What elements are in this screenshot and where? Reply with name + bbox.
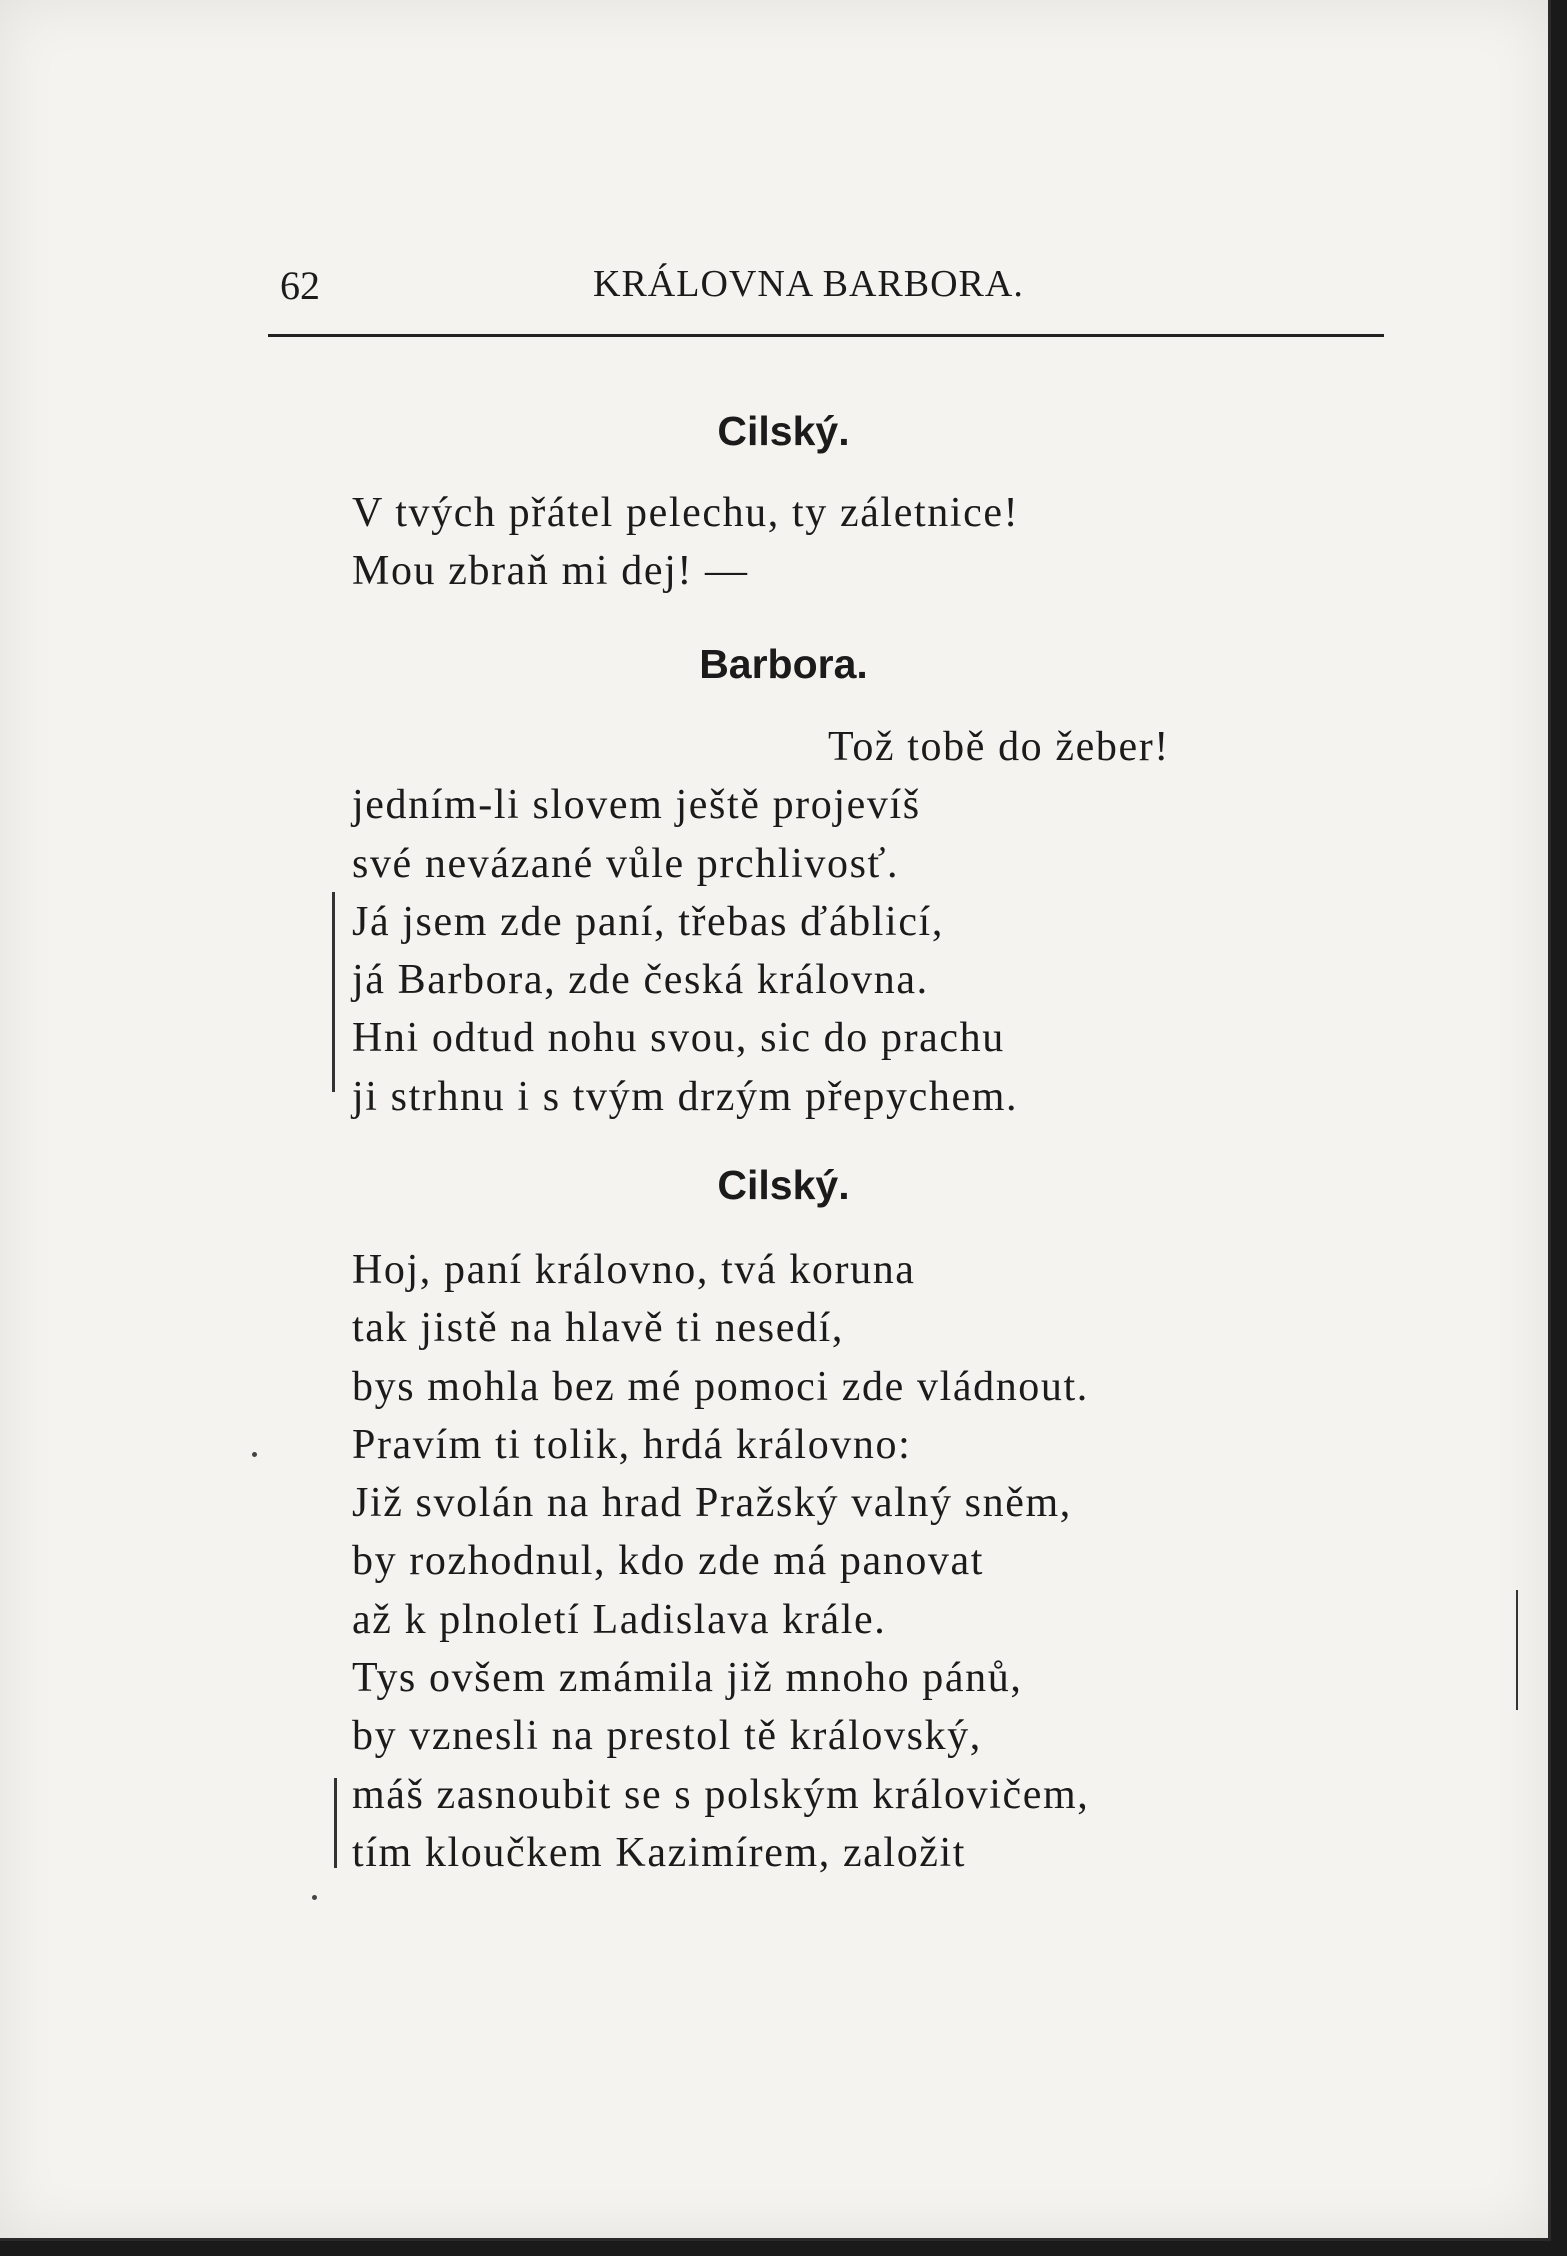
verse-line: své nevázané vůle prchlivosť. — [352, 840, 900, 887]
verse-line: Tys ovšem zmámila již mnoho pánů, — [352, 1655, 1023, 1702]
speaker-name: Cilský. — [717, 408, 850, 454]
verse-line: Hoj, paní královno, tvá koruna — [352, 1247, 916, 1293]
verse-line: Tož tobě do žeber! — [828, 724, 1170, 770]
ink-speck — [312, 1895, 317, 1900]
verse-line: až k plnoletí Ladislava krále. — [352, 1596, 887, 1643]
speaker-name: Barbora. — [699, 641, 868, 687]
verse-line: V tvých přátel pelechu, ty záletnice! — [352, 490, 1020, 536]
verse-line: bys mohla bez mé pomoci zde vládnout. — [352, 1363, 1089, 1410]
verse-line: tak jistě na hlavě ti nesedí, — [352, 1305, 844, 1352]
verse-line: ji strhnu i s tvým drzým přepychem. — [352, 1073, 1019, 1120]
speaker-name: Cilský. — [717, 1162, 850, 1208]
verse-block — [352, 718, 1170, 1126]
verse-block — [352, 1241, 1089, 1882]
verse-line: Pravím ti tolik, hrdá královno: — [352, 1421, 912, 1468]
margin-mark — [334, 1778, 337, 1868]
header-rule — [268, 334, 1384, 337]
running-head — [268, 262, 1384, 318]
verse-line: já Barbora, zde česká královna. — [352, 957, 929, 1004]
margin-mark — [332, 892, 335, 1092]
page-number: 62 — [280, 263, 320, 308]
ink-speck — [252, 1452, 257, 1457]
verse-line: Již svolán na hrad Pražský valný sněm, — [352, 1480, 1072, 1527]
verse-line: jedním-li slovem ještě projevíš — [352, 782, 921, 829]
margin-mark — [1516, 1590, 1518, 1710]
running-title: KRÁLOVNA BARBORA. — [593, 263, 1024, 305]
verse-line: Mou zbraň mi dej! — — [352, 548, 749, 595]
verse-line: Já jsem zde paní, třebas ďáblicí, — [352, 898, 944, 945]
verse-line: by vznesli na prestol tě královský, — [352, 1713, 982, 1760]
verse-line: by rozhodnul, kdo zde má panovat — [352, 1538, 985, 1585]
verse-line: tím kloučkem Kazimírem, založit — [352, 1829, 967, 1876]
verse-line: Hni odtud nohu svou, sic do prachu — [352, 1015, 1005, 1062]
verse-line: máš zasnoubit se s polským královičem, — [352, 1771, 1090, 1818]
verse-block — [352, 484, 1019, 601]
